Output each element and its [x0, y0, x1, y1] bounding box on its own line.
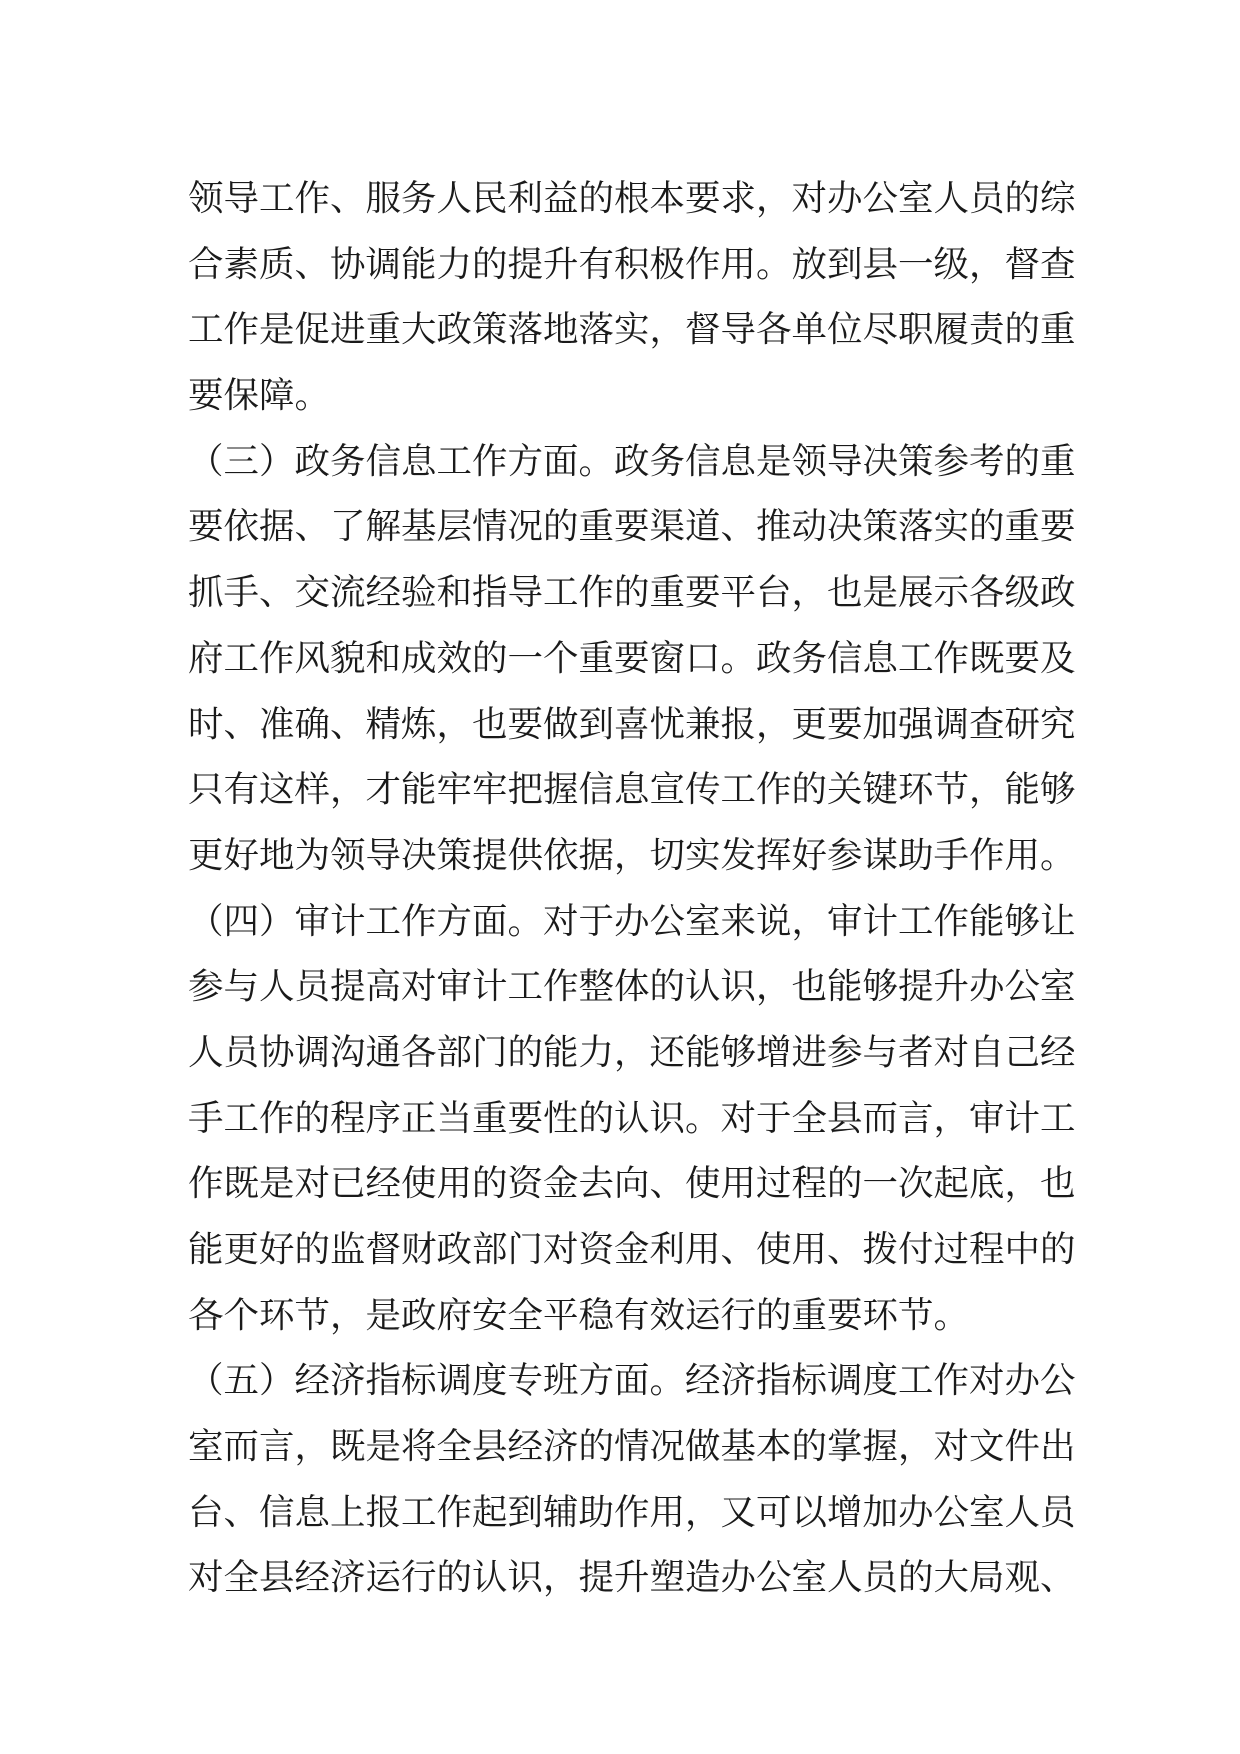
text-line: 府工作风貌和成效的一个重要窗口。政务信息工作既要及	[188, 637, 1076, 679]
text-line: 人员协调沟通各部门的能力，还能够增进参与者对自己经	[188, 1031, 1076, 1073]
text-line: 时、准确、精炼，也要做到喜忧兼报，更要加强调查研究	[188, 703, 1076, 745]
text-line: （三）政务信息工作方面。政务信息是领导决策参考的重	[188, 440, 1076, 482]
paragraph-audit-work	[188, 889, 1076, 1349]
text-line: 只有这样，才能牢牢把握信息宣传工作的关键环节，能够	[188, 769, 1076, 811]
text-line: 各个环节，是政府安全平稳有效运行的重要环节。	[188, 1294, 970, 1336]
text-line: 参与人员提高对审计工作整体的认识，也能够提升办公室	[188, 966, 1076, 1008]
text-line: 抓手、交流经验和指导工作的重要平台，也是展示各级政	[188, 572, 1076, 614]
paragraph-government-information	[188, 429, 1076, 889]
text-line: 室而言，既是将全县经济的情况做基本的掌握，对文件出	[188, 1426, 1076, 1468]
text-line: （五）经济指标调度专班方面。经济指标调度工作对办公	[188, 1360, 1076, 1402]
text-line: 领导工作、服务人民利益的根本要求，对办公室人员的综	[188, 178, 1076, 219]
text-line: 能更好的监督财政部门对资金利用、使用、拨付过程中的	[188, 1229, 1076, 1270]
paragraph-supervision-continued	[188, 166, 1076, 429]
text-line: 作既是对已经使用的资金去向、使用过程的一次起底，也	[188, 1163, 1076, 1205]
text-line: 对全县经济运行的认识，提升塑造办公室人员的大局观、	[188, 1557, 1076, 1599]
document-body	[188, 166, 1076, 1611]
text-line: 更好地为领导决策提供依据，切实发挥好参谋助手作用。	[188, 834, 1076, 876]
text-line: 要保障。	[188, 375, 331, 417]
text-line: （四）审计工作方面。对于办公室来说，审计工作能够让	[188, 900, 1076, 942]
paragraph-economic-indicators	[188, 1348, 1076, 1611]
text-line: 台、信息上报工作起到辅助作用，又可以增加办公室人员	[188, 1491, 1076, 1533]
text-line: 合素质、协调能力的提升有积极作用。放到县一级，督查	[188, 243, 1076, 285]
text-line: 工作是促进重大政策落地落实，督导各单位尽职履责的重	[188, 309, 1076, 351]
text-line: 手工作的程序正当重要性的认识。对于全县而言，审计工	[188, 1097, 1076, 1139]
text-line: 要依据、了解基层情况的重要渠道、推动决策落实的重要	[188, 506, 1076, 548]
